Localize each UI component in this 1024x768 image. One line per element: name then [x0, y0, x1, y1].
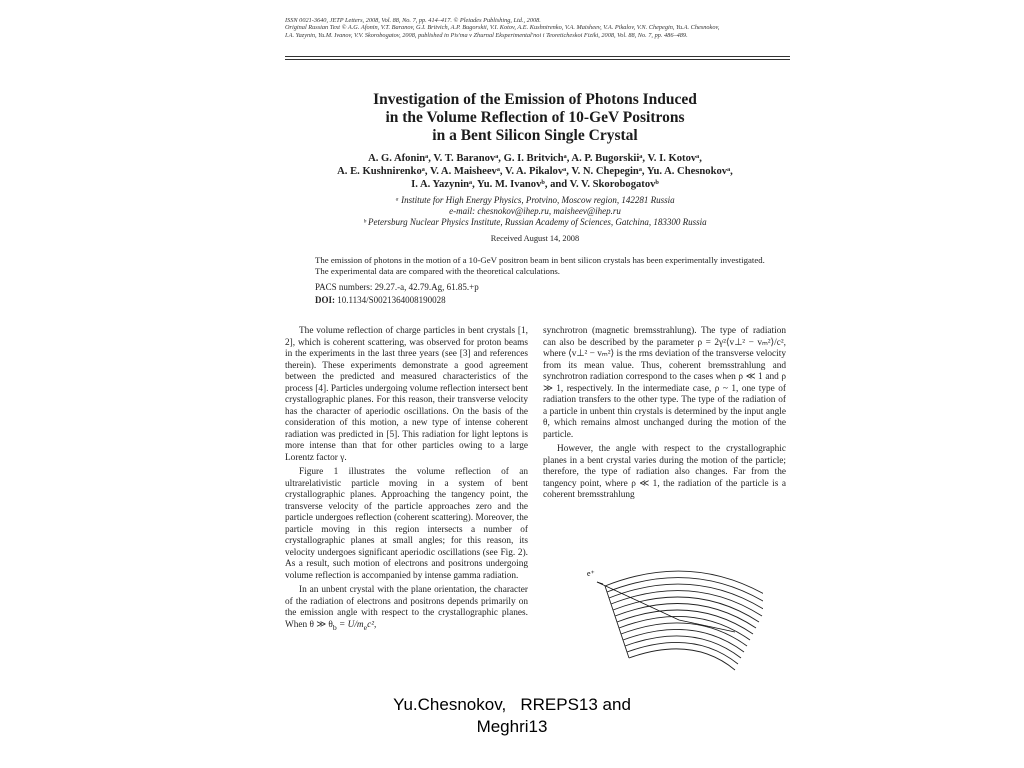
math-inline: c², [367, 619, 377, 630]
slide-caption [0, 694, 1024, 738]
paragraph-text: In an unbent crystal with the plane orientation, the character of the radiation of electrons and positrons depends primarily on the emission angle with respect to the crystallographic planes. When θ ≫ θ [285, 585, 528, 630]
caption-line [0, 694, 1024, 716]
title-line: in the Volume Reflection of 10-GeV Positrons [385, 109, 685, 126]
pacs-numbers: PACS numbers: 29.27.-a, 42.79.Ag, 61.85.+p [315, 282, 479, 292]
caption-conference: RREPS13 and [520, 695, 631, 714]
author-line: I. A. Yazyninᵃ, Yu. M. Ivanovᵇ, and V. V. Skorobogatovᵇ [411, 178, 659, 190]
crystal-planes [605, 571, 763, 670]
paragraph: synchrotron (magnetic bremsstrahlung). The type of radiation can also be described by the parameter ρ = 2γ²⟨v⊥² − vₘ²⟩/c², where ⟨v⊥² − vₘ²⟩ is the rms deviation of the transverse velocity from its mean value. Thus, coherent bremsstrahlung and synchrotron radiation correspond to the cases when ρ ≪ 1 and ρ ≫ 1, respectively. In the intermediate case, ρ ~ 1, one type of radiation transfers to the other type. The type of the radiation of a particle in unbent thin crystals is determined by the input angle θ, which remains almost unchanged during the motion of the particle. [543, 326, 786, 440]
paper-title [275, 91, 795, 145]
caption-author: Yu.Chesnokov, [393, 695, 507, 714]
header-rule [285, 59, 790, 60]
paper-page [275, 12, 795, 684]
title-line: in a Bent Silicon Single Crystal [432, 127, 638, 144]
author-list [275, 153, 795, 191]
math-subscript: e [363, 622, 368, 632]
journal-header [285, 17, 790, 39]
journal-header-line: Original Russian Text © A.G. Afonin, V.T. Baranov, G.I. Britvich, A.P. Bugorskii, V.I. Kotov, A.E. Kushnirenko, V.A. Maisheev, V.A. Pikalov, V.N. Chepegin, Yu.A. Chesnokov, [285, 24, 720, 32]
figure-bent-crystal [583, 556, 763, 674]
doi-label: DOI: [315, 295, 335, 305]
particle-label: e⁺ [587, 569, 595, 578]
received-date: Received August 14, 2008 [490, 234, 580, 243]
journal-header-line: ISSN 0021-3640, JETP Letters, 2008, Vol. 88, No. 7, pp. 414–417. © Pleiades Publishing, Ltd., 2008. [285, 17, 541, 24]
author-line: A. E. Kushnirenkoᵃ, V. A. Maisheevᵃ, V. A. Pikalovᵃ, V. N. Chepeginᵃ, Yu. A. Chesnokovᵃ, [337, 165, 733, 177]
journal-header-line: I.A. Yazynin, Yu.M. Ivanov, V.V. Skorobogatov, 2008, published in Pis'ma v Zhurnal Eksperimental'noi i Teoreticheskoi Fiziki, 2008, Vol. 88, No. 7, pp. 486–489. [285, 31, 688, 39]
affiliations [275, 195, 795, 228]
crystal-edge [605, 586, 629, 658]
author-line: A. G. Afoninᵃ, V. T. Baranovᵃ, G. I. Britvichᵃ, A. P. Bugorskiiᵃ, V. I. Kotovᵃ, [368, 153, 702, 164]
paragraph [285, 585, 528, 633]
affiliation-email: e-mail: chesnokov@ihep.ru, maisheev@ihep.ru [449, 206, 621, 216]
affiliation-a: ᵃ Institute for High Energy Physics, Protvino, Moscow region, 142281 Russia [395, 195, 675, 205]
left-column [285, 326, 528, 633]
paragraph: The volume reflection of charge particles in bent crystals [1, 2], which is coherent scattering, was observed for proton beams in the experiments in the last three years (see [3] and references therein). These experiments demonstrate a good agreement between the predicted and measured characteristics of the process [4]. Particles undergoing volume reflection intersect bent crystallographic planes. For this reason, their transverse velocity has the character of aperiodic oscillations. On the basis of the consideration of this motion, a new type of intense coherent radiation was predicted in [5]. This radiation for light leptons is more intense than that for other particles owing to a large Lorentz factor γ. [285, 326, 528, 463]
math-inline: = U/m [336, 619, 364, 630]
paragraph: However, the angle with respect to the crystallographic planes in a bent crystal varies during the motion of the particle; therefore, the type of radiation also changes. Far from the tangency point, where ρ ≪ 1, the radiation of the particle is a coherent bremsstrahlung [543, 444, 786, 500]
doi-value: 10.1134/S0021364008190028 [337, 295, 446, 305]
doi-line [315, 295, 446, 306]
affiliation-b: ᵇ Petersburg Nuclear Physics Institute, Russian Academy of Sciences, Gatchina, 183300 Russia [363, 217, 707, 227]
title-line: Investigation of the Emission of Photons Induced [373, 91, 697, 108]
abstract: The emission of photons in the motion of a 10-GeV positron beam in bent silicon crystals has been experimentally investigated. The experimental data are compared with the theoretical calculations. [315, 255, 765, 276]
right-column [543, 326, 786, 502]
caption-line: Meghri13 [476, 717, 548, 736]
math-subscript: b [332, 622, 337, 632]
paragraph: Figure 1 illustrates the volume reflection of an ultrarelativistic particle moving in a system of bent crystallographic planes. Approaching the tangency point, the transverse velocity of the particle approaches zero and the particle undergoes reflection (coherent scattering). Moreover, the particle moving in this region intersects a number of crystallographic planes at small angles; for this reason, its velocity undergoes significant aperiodic oscillations (see Fig. 2). As a result, such motion of electrons and positrons undergoing volume reflection is accompanied by intense gamma radiation. [285, 467, 528, 581]
header-rule [285, 56, 790, 57]
